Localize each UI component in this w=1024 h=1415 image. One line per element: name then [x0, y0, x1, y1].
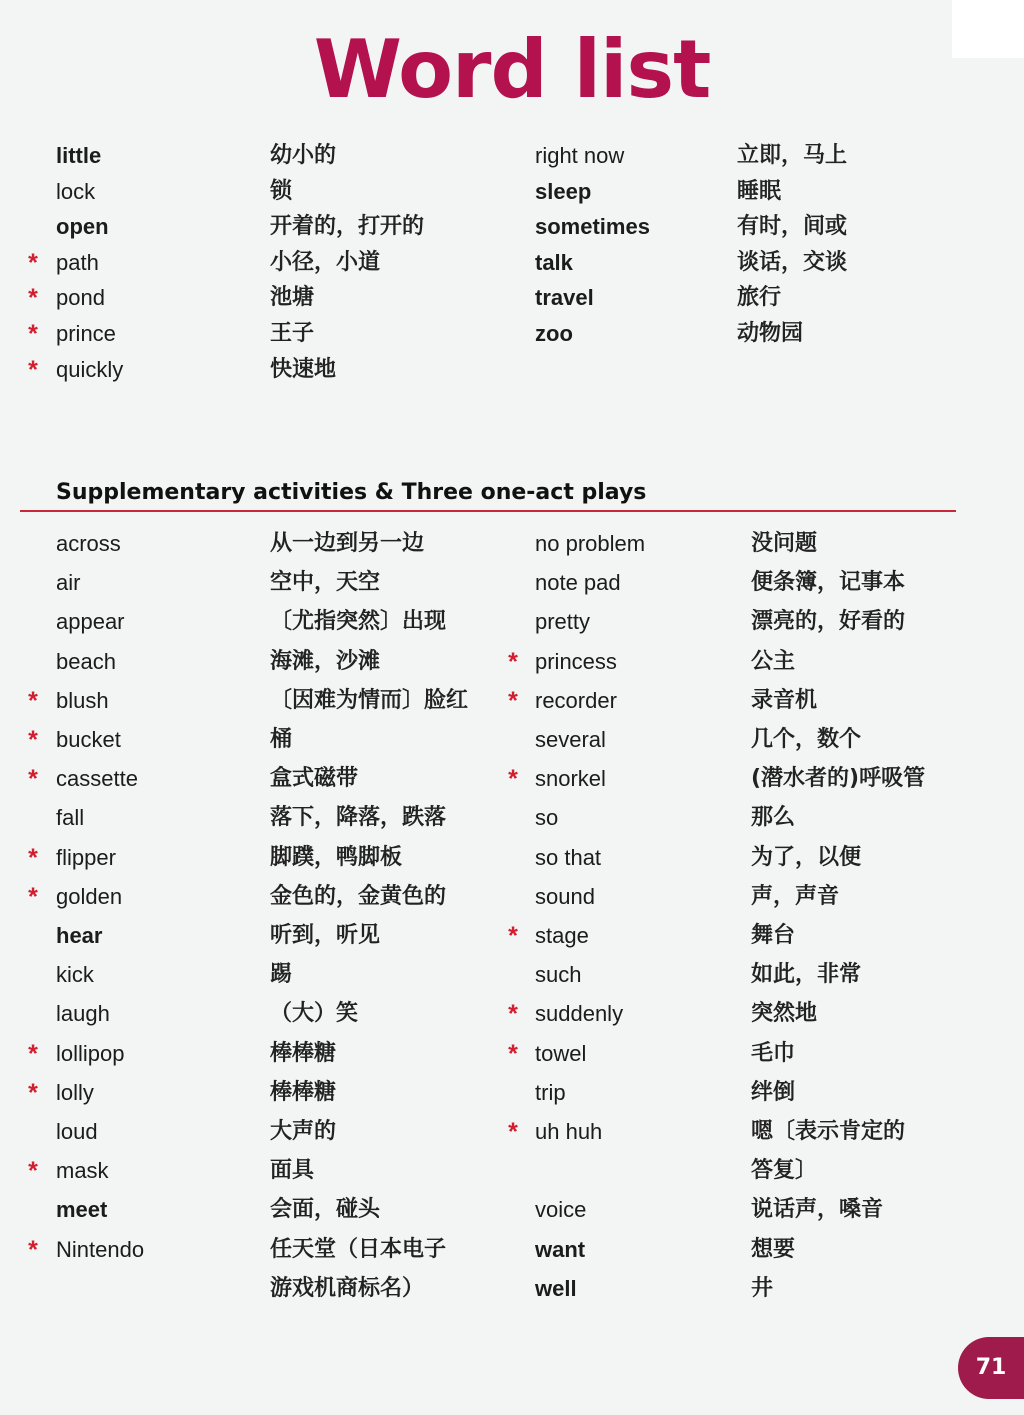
english-word: fall: [56, 805, 85, 831]
chinese-meaning: 踢: [270, 962, 293, 988]
english-word: several: [535, 727, 606, 752]
chinese-meaning: 幼小的: [270, 143, 337, 168]
star-icon: *: [28, 355, 38, 384]
english-word: meet: [56, 1197, 108, 1223]
star-icon: *: [508, 686, 518, 715]
english-word: golden: [56, 883, 123, 909]
english-word: sound: [535, 883, 595, 909]
english-word: laugh: [56, 1001, 110, 1027]
chinese-meaning: 没问题: [751, 531, 818, 556]
chinese-meaning: 海滩，沙滩: [270, 648, 381, 674]
chinese-meaning: 小径，小道: [270, 249, 381, 275]
chinese-meaning: 动物园: [737, 321, 804, 346]
english-word: want: [535, 1236, 586, 1262]
chinese-meaning: 几个，数个: [751, 727, 862, 752]
english-word: pond: [56, 285, 105, 311]
chinese-meaning: 大声的: [270, 1119, 337, 1144]
page-title: Word list: [313, 23, 711, 116]
english-word: little: [56, 143, 102, 168]
star-icon: *: [508, 647, 518, 676]
page-number-badge: 71: [958, 1337, 1024, 1399]
english-word: zoo: [535, 321, 573, 346]
chinese-meaning: 公主: [751, 648, 796, 674]
chinese-meaning: 便条簿，记事本: [751, 570, 906, 596]
chinese-meaning: 听到，听见: [270, 923, 381, 948]
chinese-meaning: 谈话，交谈: [737, 249, 848, 275]
chinese-meaning: 嗯〔表示肯定的: [751, 1119, 906, 1144]
star-icon: *: [28, 686, 38, 715]
chinese-meaning: 王子: [270, 321, 315, 346]
chinese-meaning: 落下，降落，跌落: [270, 805, 447, 831]
english-word: trip: [535, 1079, 566, 1105]
chinese-meaning: 〔因难为情而〕脸红: [270, 687, 469, 713]
chinese-meaning: 棒棒糖: [270, 1040, 337, 1066]
chinese-meaning: 任天堂（日本电子: [270, 1236, 447, 1262]
english-word: recorder: [535, 687, 617, 713]
chinese-meaning: 〔尤指突然〕出现: [270, 609, 447, 635]
chinese-meaning: 旅行: [737, 285, 782, 311]
star-icon: *: [28, 284, 38, 313]
chinese-meaning: 池塘: [270, 285, 315, 311]
star-icon: *: [508, 1000, 518, 1029]
english-word: so that: [535, 844, 602, 870]
english-word: across: [56, 531, 121, 556]
english-word: flipper: [56, 844, 116, 870]
star-icon: *: [28, 726, 38, 754]
star-icon: *: [508, 1118, 518, 1146]
english-word: voice: [535, 1197, 587, 1223]
chinese-meaning: 空中，天空: [270, 570, 381, 596]
chinese-meaning: (潜水者的)呼吸管: [751, 766, 926, 792]
english-word: cassette: [56, 766, 138, 792]
english-word: pretty: [535, 609, 591, 635]
section-divider: [20, 510, 956, 512]
star-icon: *: [28, 882, 38, 911]
english-word: no problem: [535, 531, 646, 556]
english-word: such: [535, 962, 582, 988]
chinese-meaning: 游戏机商标名）: [270, 1275, 425, 1301]
chinese-meaning: 睡眠: [737, 178, 782, 204]
english-word: snorkel: [535, 766, 606, 792]
star-icon: *: [28, 1157, 38, 1186]
english-word: appear: [56, 609, 125, 635]
chinese-meaning: 金色的，金黄色的: [270, 883, 447, 909]
chinese-meaning: 桶: [270, 727, 293, 752]
star-icon: *: [508, 1039, 518, 1068]
chinese-meaning: 棒棒糖: [270, 1079, 337, 1105]
english-word: beach: [56, 648, 116, 674]
star-icon: *: [508, 765, 518, 794]
chinese-meaning: 那么: [751, 805, 796, 831]
chinese-meaning: 开着的，打开的: [270, 214, 425, 240]
section-heading: Supplementary activities & Three one-act plays: [56, 480, 647, 505]
english-word: bucket: [56, 727, 121, 752]
chinese-meaning: 从一边到另一边: [270, 531, 425, 556]
english-word: hear: [56, 923, 103, 948]
english-word: stage: [535, 923, 589, 948]
chinese-meaning: 有时，间或: [737, 214, 848, 240]
english-word: sometimes: [535, 214, 650, 240]
chinese-meaning: 快速地: [270, 356, 337, 382]
english-word: talk: [535, 249, 573, 275]
english-word: travel: [535, 285, 594, 311]
chinese-meaning: 立即，马上: [737, 143, 848, 168]
chinese-meaning: 为了，以便: [751, 844, 862, 870]
chinese-meaning: 录音机: [751, 687, 818, 713]
chinese-meaning: 舞台: [751, 923, 796, 948]
english-word: towel: [535, 1040, 587, 1066]
chinese-meaning: 会面，碰头: [270, 1197, 381, 1223]
english-word: mask: [56, 1158, 109, 1184]
english-word: kick: [56, 962, 94, 988]
chinese-meaning: 脚蹼，鸭脚板: [270, 844, 403, 870]
english-word: lock: [56, 178, 96, 204]
star-icon: *: [28, 765, 38, 794]
chinese-meaning: （大）笑: [270, 1001, 359, 1027]
english-word: princess: [535, 648, 617, 674]
english-word: quickly: [56, 356, 124, 382]
english-word: lolly: [56, 1079, 94, 1105]
english-word: sleep: [535, 178, 592, 204]
english-word: so: [535, 805, 559, 831]
english-word: well: [535, 1275, 577, 1301]
star-icon: *: [28, 1078, 38, 1107]
chinese-meaning: 想要: [751, 1236, 796, 1262]
chinese-meaning: 突然地: [751, 1001, 818, 1027]
star-icon: *: [28, 1235, 38, 1264]
english-word: suddenly: [535, 1001, 624, 1027]
star-icon: *: [28, 320, 38, 348]
chinese-meaning: 答复〕: [751, 1158, 818, 1184]
english-word: blush: [56, 687, 109, 713]
chinese-meaning: 面具: [270, 1158, 315, 1184]
chinese-meaning: 盒式磁带: [270, 766, 359, 792]
chinese-meaning: 井: [751, 1275, 774, 1301]
english-word: loud: [56, 1119, 98, 1144]
english-word: air: [56, 570, 81, 596]
star-icon: *: [28, 1039, 38, 1068]
chinese-meaning: 绊倒: [751, 1079, 796, 1105]
english-word: note pad: [535, 570, 621, 596]
english-word: Nintendo: [56, 1236, 145, 1262]
chinese-meaning: 锁: [270, 178, 293, 204]
english-word: right now: [535, 143, 625, 168]
english-word: prince: [56, 321, 116, 346]
chinese-meaning: 漂亮的，好看的: [751, 609, 906, 635]
chinese-meaning: 如此，非常: [751, 962, 862, 988]
chinese-meaning: 声，声音: [751, 883, 840, 909]
english-word: open: [56, 214, 109, 240]
chinese-meaning: 说话声，嗓音: [751, 1197, 884, 1223]
english-word: uh huh: [535, 1119, 603, 1144]
star-icon: *: [508, 922, 518, 950]
star-icon: *: [28, 843, 38, 872]
star-icon: *: [28, 248, 38, 277]
english-word: lollipop: [56, 1040, 125, 1066]
english-word: path: [56, 249, 99, 275]
chinese-meaning: 毛巾: [751, 1040, 796, 1066]
